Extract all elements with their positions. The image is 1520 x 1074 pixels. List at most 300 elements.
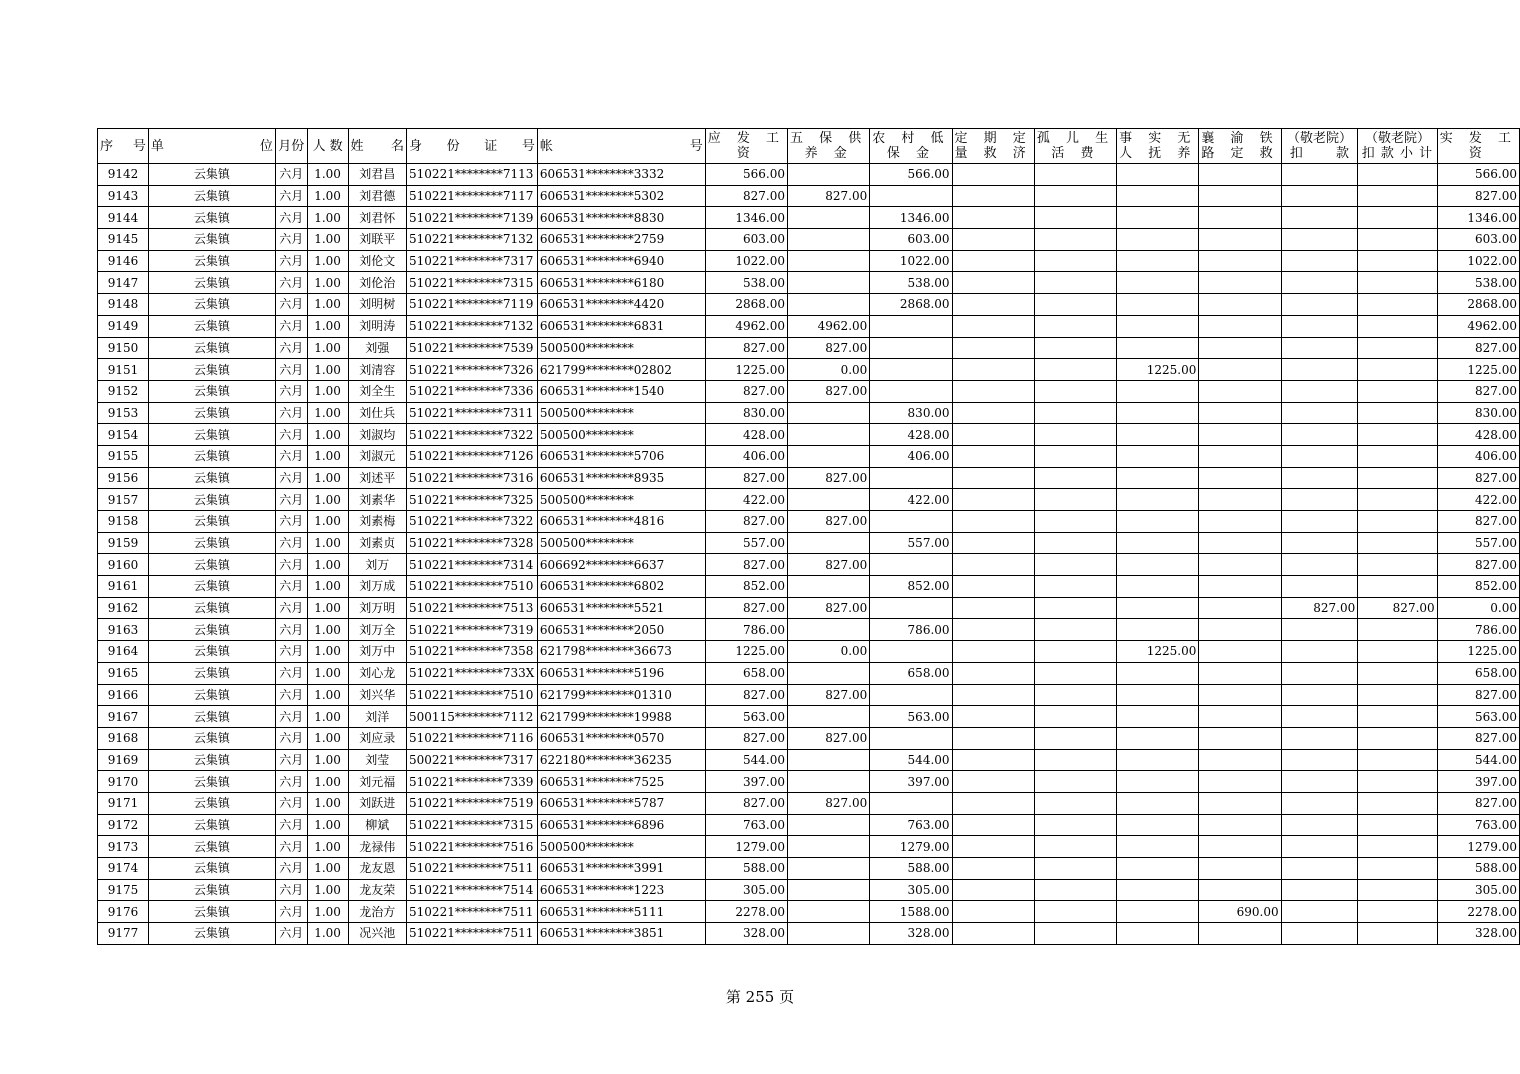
cell-subtotal: [1358, 771, 1437, 793]
table-body: [98, 164, 1520, 945]
cell-month: 六月: [275, 185, 307, 207]
cell-regular: [952, 727, 1034, 749]
header-unit: 单 位: [148, 129, 275, 164]
cell-people: 1.00: [307, 315, 348, 337]
table-row: [98, 185, 1520, 207]
cell-id: 510221********7513: [407, 597, 538, 619]
cell-actual: 827.00: [1437, 511, 1519, 533]
cell-railway: [1199, 424, 1281, 446]
cell-people: 1.00: [307, 901, 348, 923]
cell-unit: 云集镇: [148, 315, 275, 337]
cell-subtotal: [1358, 294, 1437, 316]
cell-unit: 云集镇: [148, 641, 275, 663]
cell-payable: 827.00: [705, 337, 787, 359]
cell-regular: [952, 337, 1034, 359]
cell-payable: 658.00: [705, 662, 787, 684]
cell-deduct: [1281, 250, 1358, 272]
cell-unit: 云集镇: [148, 424, 275, 446]
cell-dibao: 1022.00: [870, 250, 952, 272]
cell-account: 622180********36235: [537, 749, 705, 771]
cell-orphan: [1034, 771, 1116, 793]
table-row: [98, 511, 1520, 533]
cell-deduct: [1281, 684, 1358, 706]
cell-month: 六月: [275, 814, 307, 836]
cell-deduct: [1281, 727, 1358, 749]
cell-orphan: [1034, 207, 1116, 229]
cell-unit: 云集镇: [148, 294, 275, 316]
header-id: 身 份 证 号: [407, 129, 538, 164]
cell-defacto: [1117, 164, 1199, 186]
cell-railway: [1199, 402, 1281, 424]
cell-name: 刘强: [348, 337, 407, 359]
cell-defacto: [1117, 706, 1199, 728]
cell-actual: 658.00: [1437, 662, 1519, 684]
cell-actual: 827.00: [1437, 337, 1519, 359]
cell-defacto: [1117, 727, 1199, 749]
cell-seq: 9155: [98, 445, 149, 467]
cell-id: 510221********7336: [407, 380, 538, 402]
cell-railway: [1199, 923, 1281, 945]
cell-seq: 9161: [98, 576, 149, 598]
cell-orphan: [1034, 836, 1116, 858]
cell-unit: 云集镇: [148, 923, 275, 945]
cell-name: 刘君怀: [348, 207, 407, 229]
cell-account: 606531********6896: [537, 814, 705, 836]
cell-deduct: [1281, 445, 1358, 467]
cell-railway: [1199, 771, 1281, 793]
cell-actual: 1225.00: [1437, 641, 1519, 663]
cell-orphan: [1034, 684, 1116, 706]
cell-actual: 305.00: [1437, 879, 1519, 901]
cell-unit: 云集镇: [148, 164, 275, 186]
table-row: [98, 359, 1520, 381]
cell-defacto: [1117, 402, 1199, 424]
cell-orphan: [1034, 229, 1116, 251]
cell-orphan: [1034, 706, 1116, 728]
cell-seq: 9170: [98, 771, 149, 793]
cell-name: 刘仕兵: [348, 402, 407, 424]
cell-wubao: [788, 901, 870, 923]
cell-seq: 9144: [98, 207, 149, 229]
cell-people: 1.00: [307, 814, 348, 836]
cell-wubao: [788, 576, 870, 598]
cell-unit: 云集镇: [148, 380, 275, 402]
cell-subtotal: [1358, 511, 1437, 533]
cell-dibao: 557.00: [870, 532, 952, 554]
cell-regular: [952, 749, 1034, 771]
cell-deduct: [1281, 901, 1358, 923]
cell-defacto: [1117, 445, 1199, 467]
cell-payable: 544.00: [705, 749, 787, 771]
cell-dibao: [870, 185, 952, 207]
cell-name: 刘君德: [348, 185, 407, 207]
table-row: [98, 315, 1520, 337]
cell-deduct: [1281, 641, 1358, 663]
cell-dibao: 566.00: [870, 164, 952, 186]
cell-seq: 9160: [98, 554, 149, 576]
cell-deduct: [1281, 662, 1358, 684]
cell-payable: 1346.00: [705, 207, 787, 229]
cell-account: 500500********: [537, 489, 705, 511]
cell-defacto: [1117, 272, 1199, 294]
cell-subtotal: 827.00: [1358, 597, 1437, 619]
cell-people: 1.00: [307, 727, 348, 749]
cell-id: 510221********7316: [407, 467, 538, 489]
cell-account: 500500********: [537, 836, 705, 858]
cell-dibao: 1588.00: [870, 901, 952, 923]
cell-account: 621798********36673: [537, 641, 705, 663]
cell-unit: 云集镇: [148, 684, 275, 706]
cell-orphan: [1034, 511, 1116, 533]
cell-dibao: 406.00: [870, 445, 952, 467]
cell-people: 1.00: [307, 272, 348, 294]
cell-railway: [1199, 489, 1281, 511]
cell-month: 六月: [275, 858, 307, 880]
cell-orphan: [1034, 402, 1116, 424]
cell-account: 606531********5111: [537, 901, 705, 923]
cell-dibao: [870, 727, 952, 749]
table-row: [98, 923, 1520, 945]
cell-dibao: 422.00: [870, 489, 952, 511]
cell-subtotal: [1358, 380, 1437, 402]
cell-railway: [1199, 467, 1281, 489]
cell-payable: 827.00: [705, 380, 787, 402]
cell-name: 刘万: [348, 554, 407, 576]
cell-defacto: [1117, 836, 1199, 858]
cell-people: 1.00: [307, 597, 348, 619]
cell-regular: [952, 207, 1034, 229]
cell-deduct: [1281, 554, 1358, 576]
cell-railway: [1199, 315, 1281, 337]
cell-railway: [1199, 792, 1281, 814]
cell-regular: [952, 272, 1034, 294]
cell-payable: 557.00: [705, 532, 787, 554]
cell-regular: [952, 294, 1034, 316]
cell-subtotal: [1358, 164, 1437, 186]
cell-unit: 云集镇: [148, 836, 275, 858]
cell-seq: 9149: [98, 315, 149, 337]
cell-month: 六月: [275, 836, 307, 858]
cell-seq: 9176: [98, 901, 149, 923]
cell-deduct: 827.00: [1281, 597, 1358, 619]
cell-wubao: [788, 229, 870, 251]
cell-actual: 544.00: [1437, 749, 1519, 771]
cell-people: 1.00: [307, 576, 348, 598]
cell-dibao: [870, 337, 952, 359]
cell-name: 刘素贞: [348, 532, 407, 554]
cell-railway: [1199, 662, 1281, 684]
cell-deduct: [1281, 272, 1358, 294]
cell-id: 510221********7510: [407, 684, 538, 706]
cell-people: 1.00: [307, 792, 348, 814]
cell-orphan: [1034, 879, 1116, 901]
cell-subtotal: [1358, 684, 1437, 706]
cell-regular: [952, 250, 1034, 272]
cell-account: 606531********6831: [537, 315, 705, 337]
cell-dibao: [870, 359, 952, 381]
cell-actual: 827.00: [1437, 554, 1519, 576]
cell-unit: 云集镇: [148, 337, 275, 359]
cell-wubao: [788, 424, 870, 446]
table-row: [98, 164, 1520, 186]
cell-account: 606531********5302: [537, 185, 705, 207]
cell-id: 510221********7119: [407, 294, 538, 316]
cell-seq: 9150: [98, 337, 149, 359]
cell-defacto: [1117, 923, 1199, 945]
cell-actual: 827.00: [1437, 380, 1519, 402]
header-dibao: 农 村 低 保 金: [870, 129, 952, 164]
cell-orphan: [1034, 814, 1116, 836]
cell-railway: [1199, 597, 1281, 619]
cell-deduct: [1281, 814, 1358, 836]
cell-orphan: [1034, 294, 1116, 316]
cell-dibao: [870, 641, 952, 663]
cell-payable: 763.00: [705, 814, 787, 836]
table-row: [98, 597, 1520, 619]
cell-regular: [952, 164, 1034, 186]
cell-month: 六月: [275, 684, 307, 706]
cell-subtotal: [1358, 250, 1437, 272]
cell-wubao: [788, 164, 870, 186]
cell-orphan: [1034, 619, 1116, 641]
cell-name: 龙友荣: [348, 879, 407, 901]
cell-account: 500500********: [537, 424, 705, 446]
cell-actual: 603.00: [1437, 229, 1519, 251]
cell-month: 六月: [275, 164, 307, 186]
cell-railway: [1199, 185, 1281, 207]
cell-account: 606531********1223: [537, 879, 705, 901]
table-row: [98, 771, 1520, 793]
table-row: [98, 294, 1520, 316]
cell-subtotal: [1358, 532, 1437, 554]
cell-wubao: [788, 662, 870, 684]
cell-railway: [1199, 445, 1281, 467]
cell-regular: [952, 901, 1034, 923]
cell-regular: [952, 684, 1034, 706]
cell-railway: [1199, 879, 1281, 901]
cell-account: 606531********2050: [537, 619, 705, 641]
cell-actual: 0.00: [1437, 597, 1519, 619]
cell-dibao: 603.00: [870, 229, 952, 251]
cell-regular: [952, 229, 1034, 251]
cell-people: 1.00: [307, 706, 348, 728]
cell-month: 六月: [275, 641, 307, 663]
cell-dibao: 2868.00: [870, 294, 952, 316]
table-row: [98, 337, 1520, 359]
cell-subtotal: [1358, 923, 1437, 945]
cell-actual: 827.00: [1437, 185, 1519, 207]
cell-defacto: [1117, 424, 1199, 446]
cell-payable: 827.00: [705, 597, 787, 619]
table-row: [98, 380, 1520, 402]
cell-people: 1.00: [307, 511, 348, 533]
table-row: [98, 250, 1520, 272]
cell-seq: 9171: [98, 792, 149, 814]
cell-month: 六月: [275, 511, 307, 533]
cell-name: 刘素梅: [348, 511, 407, 533]
cell-unit: 云集镇: [148, 272, 275, 294]
cell-orphan: [1034, 380, 1116, 402]
cell-account: 606531********8935: [537, 467, 705, 489]
cell-deduct: [1281, 315, 1358, 337]
cell-orphan: [1034, 727, 1116, 749]
cell-id: 510221********7358: [407, 641, 538, 663]
cell-account: 606531********4816: [537, 511, 705, 533]
cell-defacto: [1117, 792, 1199, 814]
cell-people: 1.00: [307, 858, 348, 880]
cell-unit: 云集镇: [148, 511, 275, 533]
cell-people: 1.00: [307, 337, 348, 359]
cell-regular: [952, 511, 1034, 533]
cell-orphan: [1034, 272, 1116, 294]
cell-month: 六月: [275, 402, 307, 424]
cell-payable: 827.00: [705, 185, 787, 207]
cell-people: 1.00: [307, 445, 348, 467]
cell-account: 606531********6940: [537, 250, 705, 272]
cell-actual: 827.00: [1437, 792, 1519, 814]
cell-defacto: [1117, 511, 1199, 533]
cell-name: 刘明涛: [348, 315, 407, 337]
cell-payable: 827.00: [705, 727, 787, 749]
cell-railway: [1199, 619, 1281, 641]
payroll-table: [97, 128, 1520, 945]
cell-id: 500115********7112: [407, 706, 538, 728]
cell-subtotal: [1358, 554, 1437, 576]
cell-seq: 9142: [98, 164, 149, 186]
cell-people: 1.00: [307, 402, 348, 424]
cell-month: 六月: [275, 250, 307, 272]
table-row: [98, 619, 1520, 641]
cell-regular: [952, 814, 1034, 836]
cell-deduct: [1281, 294, 1358, 316]
cell-month: 六月: [275, 337, 307, 359]
cell-month: 六月: [275, 294, 307, 316]
cell-defacto: [1117, 380, 1199, 402]
cell-wubao: [788, 814, 870, 836]
cell-regular: [952, 402, 1034, 424]
cell-unit: 云集镇: [148, 814, 275, 836]
table-row: [98, 272, 1520, 294]
cell-railway: [1199, 380, 1281, 402]
cell-wubao: [788, 532, 870, 554]
cell-deduct: [1281, 879, 1358, 901]
cell-month: 六月: [275, 554, 307, 576]
table-row: [98, 706, 1520, 728]
cell-payable: 422.00: [705, 489, 787, 511]
page-number: 第 255 页: [725, 988, 795, 1006]
cell-people: 1.00: [307, 684, 348, 706]
cell-id: 510221********7328: [407, 532, 538, 554]
cell-name: 刘伦文: [348, 250, 407, 272]
cell-dibao: 658.00: [870, 662, 952, 684]
cell-account: 500500********: [537, 337, 705, 359]
cell-regular: [952, 359, 1034, 381]
cell-subtotal: [1358, 619, 1437, 641]
cell-month: 六月: [275, 424, 307, 446]
cell-seq: 9177: [98, 923, 149, 945]
cell-deduct: [1281, 337, 1358, 359]
cell-account: 606531********5196: [537, 662, 705, 684]
cell-wubao: [788, 923, 870, 945]
cell-month: 六月: [275, 445, 307, 467]
cell-people: 1.00: [307, 771, 348, 793]
cell-month: 六月: [275, 749, 307, 771]
cell-actual: 827.00: [1437, 467, 1519, 489]
cell-subtotal: [1358, 576, 1437, 598]
cell-subtotal: [1358, 489, 1437, 511]
cell-wubao: 0.00: [788, 359, 870, 381]
cell-orphan: [1034, 164, 1116, 186]
cell-orphan: [1034, 315, 1116, 337]
cell-actual: 852.00: [1437, 576, 1519, 598]
cell-deduct: [1281, 532, 1358, 554]
cell-unit: 云集镇: [148, 792, 275, 814]
cell-orphan: [1034, 467, 1116, 489]
cell-subtotal: [1358, 879, 1437, 901]
cell-payable: 786.00: [705, 619, 787, 641]
cell-seq: 9175: [98, 879, 149, 901]
cell-actual: 588.00: [1437, 858, 1519, 880]
cell-wubao: [788, 250, 870, 272]
cell-month: 六月: [275, 597, 307, 619]
header-wubao: 五 保 供 养 金: [788, 129, 870, 164]
cell-id: 510221********7516: [407, 836, 538, 858]
cell-orphan: [1034, 749, 1116, 771]
cell-month: 六月: [275, 532, 307, 554]
cell-deduct: [1281, 489, 1358, 511]
cell-wubao: 827.00: [788, 467, 870, 489]
cell-payable: 827.00: [705, 792, 787, 814]
cell-deduct: [1281, 424, 1358, 446]
cell-id: 510221********7322: [407, 424, 538, 446]
cell-dibao: 1346.00: [870, 207, 952, 229]
cell-month: 六月: [275, 359, 307, 381]
cell-dibao: 544.00: [870, 749, 952, 771]
cell-regular: [952, 576, 1034, 598]
cell-name: 刘淑元: [348, 445, 407, 467]
cell-regular: [952, 380, 1034, 402]
cell-dibao: 563.00: [870, 706, 952, 728]
cell-seq: 9167: [98, 706, 149, 728]
cell-unit: 云集镇: [148, 402, 275, 424]
cell-name: 柳斌: [348, 814, 407, 836]
cell-id: 510221********7132: [407, 229, 538, 251]
cell-wubao: [788, 749, 870, 771]
cell-regular: [952, 554, 1034, 576]
cell-deduct: [1281, 619, 1358, 641]
cell-unit: 云集镇: [148, 250, 275, 272]
cell-wubao: 827.00: [788, 792, 870, 814]
cell-railway: [1199, 684, 1281, 706]
cell-subtotal: [1358, 792, 1437, 814]
cell-dibao: 305.00: [870, 879, 952, 901]
cell-seq: 9154: [98, 424, 149, 446]
table-row: [98, 836, 1520, 858]
cell-dibao: 852.00: [870, 576, 952, 598]
cell-defacto: [1117, 294, 1199, 316]
cell-actual: 1279.00: [1437, 836, 1519, 858]
cell-unit: 云集镇: [148, 445, 275, 467]
cell-defacto: [1117, 337, 1199, 359]
cell-dibao: 538.00: [870, 272, 952, 294]
table-row: [98, 424, 1520, 446]
cell-wubao: [788, 489, 870, 511]
cell-railway: [1199, 706, 1281, 728]
cell-subtotal: [1358, 424, 1437, 446]
cell-seq: 9164: [98, 641, 149, 663]
cell-railway: [1199, 727, 1281, 749]
cell-month: 六月: [275, 619, 307, 641]
